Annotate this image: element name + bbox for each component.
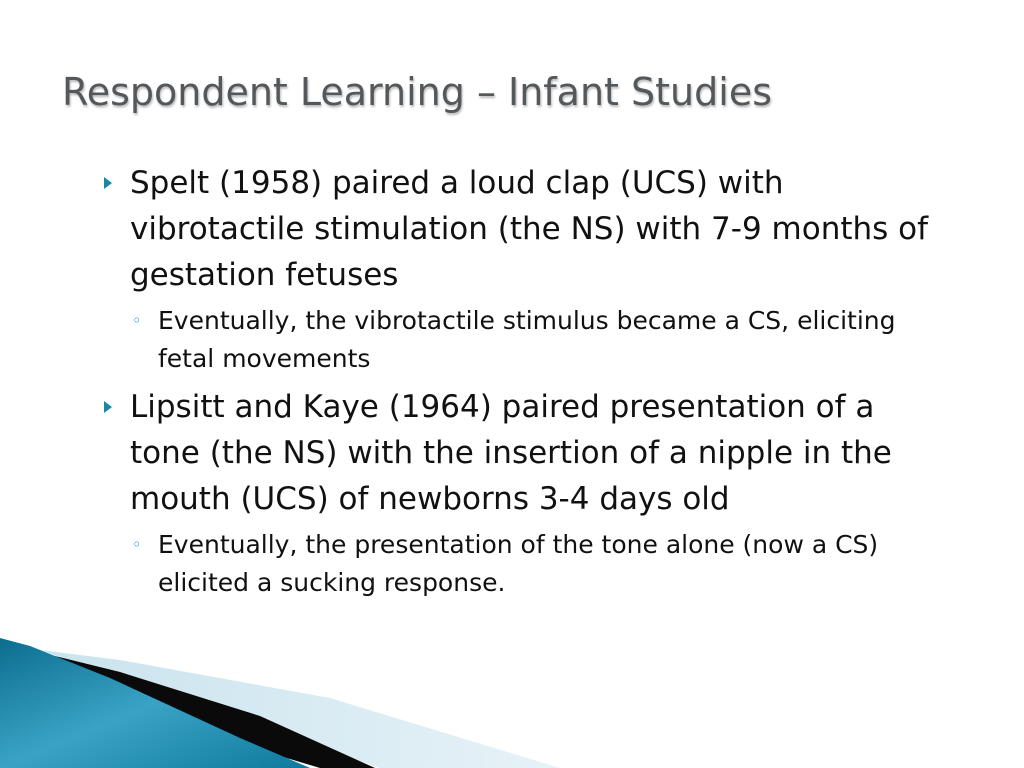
sub-bullet-item [104, 302, 928, 378]
corner-decoration [0, 638, 1024, 768]
bullet-text: Lipsitt and Kaye (1964) paired presentation of a tone (the NS) with the insertion of a nipple in the mouth (UCS) of newborns 3-4 days old [130, 389, 892, 517]
triangle-right-icon [104, 401, 112, 413]
sub-bullet-text: Eventually, the vibrotactile stimulus became a CS, eliciting fetal movements [158, 306, 896, 373]
bullet-text: Spelt (1958) paired a loud clap (UCS) with vibrotactile stimulation (the NS) with 7-9 months of gestation fetuses [130, 165, 929, 293]
bullet-item [104, 384, 950, 522]
triangle-right-icon [104, 177, 112, 189]
slide-content [104, 160, 984, 608]
slide-title: Respondent Learning – Infant Studies [62, 70, 772, 114]
sub-bullet-item [104, 526, 928, 602]
circle-outline-icon: ◦ [132, 311, 142, 330]
bullet-item [104, 160, 950, 298]
sub-bullet-text: Eventually, the presentation of the tone alone (now a CS) elicited a sucking response. [158, 530, 879, 597]
circle-outline-icon: ◦ [132, 535, 142, 554]
